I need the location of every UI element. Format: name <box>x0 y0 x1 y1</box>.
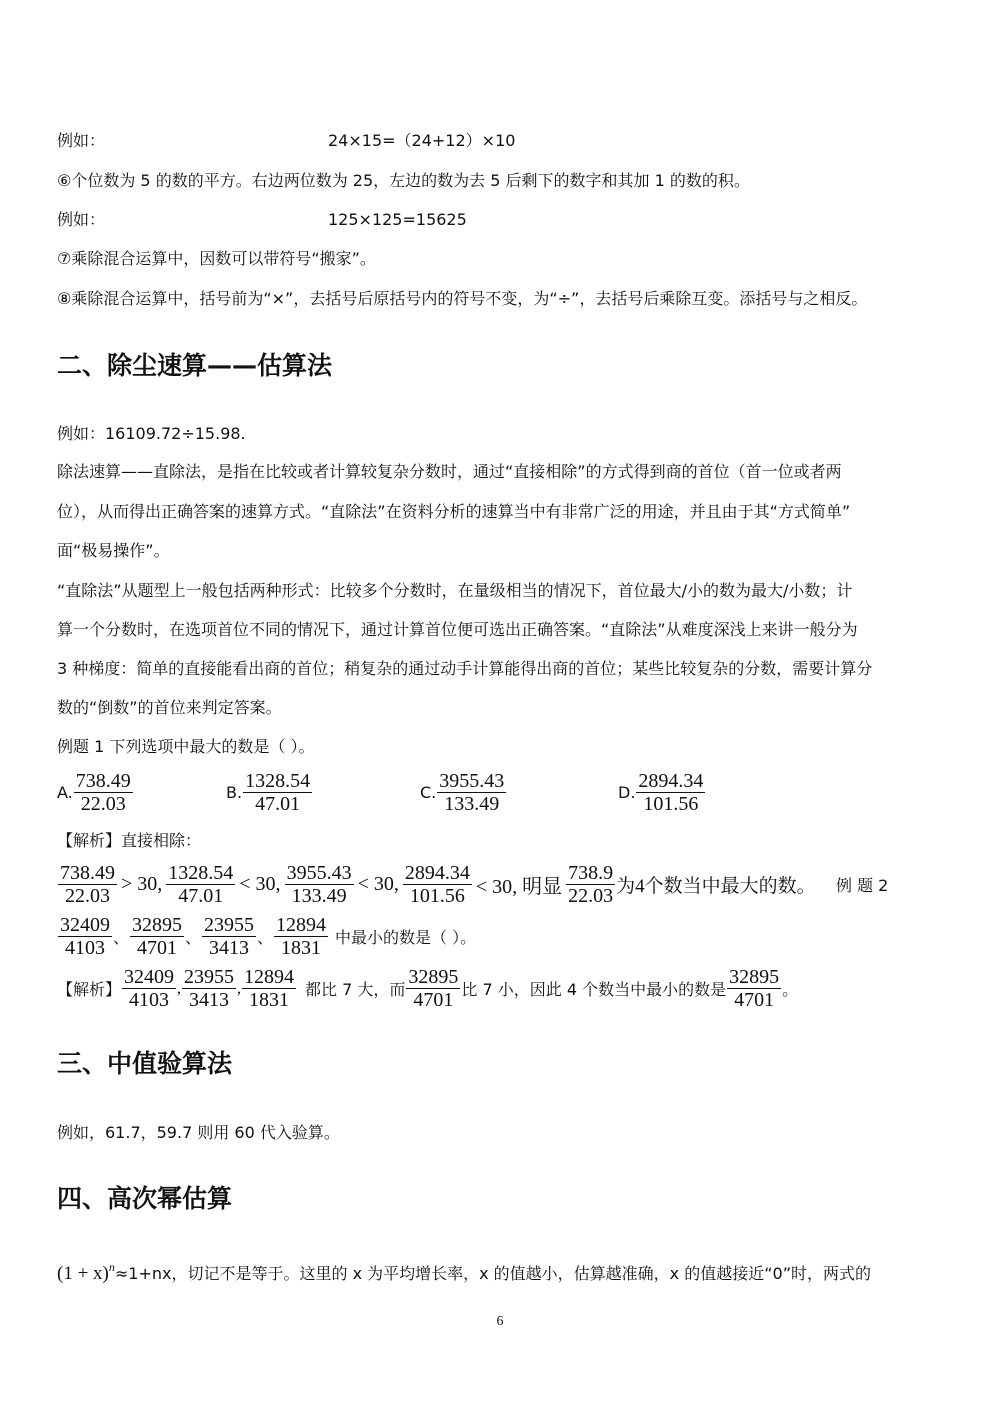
fraction <box>403 862 472 907</box>
section-heading: 四、高次幂估算 <box>57 1184 233 1213</box>
separator: 、 <box>257 928 274 947</box>
question-1: 例题 1 下列选项中最大的数是（ ）。 <box>57 737 315 756</box>
denominator: 101.56 <box>643 793 699 815</box>
fraction <box>242 966 296 1011</box>
fraction <box>285 862 354 907</box>
rule-7: ⑦乘除混合运算中，因数可以带符号“搬家”。 <box>57 249 376 268</box>
question-2-label: 例 题 2 <box>836 876 889 895</box>
fraction <box>406 966 460 1011</box>
example-label: 例如： <box>57 210 106 229</box>
fraction <box>182 966 236 1011</box>
inequality-row <box>57 862 816 907</box>
answer-text: 。 <box>782 980 799 999</box>
option-b <box>226 770 313 815</box>
fraction <box>74 770 133 815</box>
numerator: 1328.54 <box>168 862 234 884</box>
option-d <box>618 770 706 815</box>
numerator: 32895 <box>408 966 459 988</box>
section-heading: 二、除尘速算——估算法 <box>57 351 333 380</box>
numerator: 32409 <box>60 914 110 936</box>
option-label: D. <box>618 783 636 802</box>
fraction <box>166 862 235 907</box>
denominator: 133.49 <box>444 793 500 815</box>
comparison: < 30, 明显 <box>475 876 563 898</box>
fraction <box>58 914 112 959</box>
fraction <box>202 914 256 959</box>
analysis-label: 【解析】直接相除： <box>57 831 202 850</box>
numerator: 23955 <box>184 966 235 988</box>
question-2-text: 中最小的数是（ ）。 <box>335 928 477 947</box>
denominator: 1831 <box>281 937 322 959</box>
numerator: 738.9 <box>568 862 614 884</box>
fraction <box>58 862 117 907</box>
option-a <box>57 770 134 815</box>
page-number: 6 <box>496 1314 504 1329</box>
denominator: 47.01 <box>178 885 224 907</box>
fraction <box>727 966 781 1011</box>
numerator: 12894 <box>276 914 327 936</box>
analysis-label: 【解析】 <box>57 980 122 999</box>
numerator: 738.49 <box>75 770 131 792</box>
question-2-row <box>57 914 476 959</box>
denominator: 4701 <box>413 989 454 1011</box>
denominator: 101.56 <box>409 885 465 907</box>
paragraph-line: 位），从而得出正确答案的速算方式。“直除法”在资料分析的速算当中有非常广泛的用途，并且由于其“方式简单” <box>57 502 851 521</box>
comma: , <box>177 979 182 997</box>
denominator: 3413 <box>189 989 230 1011</box>
numerator: 32895 <box>132 914 183 936</box>
paragraph-line: 面“极易操作”。 <box>57 541 170 560</box>
denominator: 133.49 <box>291 885 347 907</box>
conclusion-text: 为4个数当中最大的数。 <box>616 876 816 897</box>
numerator: 23955 <box>204 914 255 936</box>
exponent: n <box>108 1260 115 1274</box>
example-label: 例如： <box>57 131 106 150</box>
comparison: < 30, <box>239 873 281 895</box>
denominator: 22.03 <box>80 793 126 815</box>
paragraph-line: 3 种梯度：简单的直接能看出商的首位；稍复杂的通过动手计算能得出商的首位；某些比较复杂的分数，需要计算分 <box>57 659 873 678</box>
numerator: 32895 <box>729 966 780 988</box>
denominator: 4701 <box>137 937 178 959</box>
answer-2-row <box>57 966 798 1011</box>
numerator: 32409 <box>124 966 175 988</box>
numerator: 3955.43 <box>439 770 505 792</box>
rule-8: ⑧乘除混合运算中，括号前为“×”，去括号后原括号内的符号不变，为“÷”，去括号后乘除互变。添括号与之相反。 <box>57 289 868 308</box>
numerator: 12894 <box>244 966 295 988</box>
paragraph-line: 除法速算——直除法，是指在比较或者计算较复杂分数时，通过“直接相除”的方式得到商的首位（首一位或者两 <box>57 462 842 481</box>
denominator: 47.01 <box>255 793 301 815</box>
denominator: 4103 <box>65 937 105 959</box>
example-expression: 125×125=15625 <box>328 210 467 229</box>
numerator: 738.49 <box>60 862 115 884</box>
paragraph-line: 数的“倒数”的首位来判定答案。 <box>57 698 282 717</box>
option-label: C. <box>420 783 437 802</box>
paragraph-line: 算一个分数时，在选项首位不同的情况下，通过计算首位便可选出正确答案。“直除法”从难度深浅上来讲一般分为 <box>57 620 858 639</box>
rule-6: ⑥个位数为 5 的数的平方。右边两位数为 25，左边的数为去 5 后剩下的数字和其加 1 的数的积。 <box>57 171 750 190</box>
fraction <box>130 914 184 959</box>
option-label: A. <box>57 783 73 802</box>
fraction <box>566 862 615 907</box>
answer-text: 比 7 小，因此 4 个数当中最小的数是 <box>461 980 727 999</box>
option-label: B. <box>226 783 243 802</box>
denominator: 4701 <box>734 989 775 1011</box>
section-heading: 三、中值验算法 <box>57 1049 233 1078</box>
option-c <box>420 770 507 815</box>
denominator: 22.03 <box>568 885 614 907</box>
comparison: > 30, <box>121 873 163 895</box>
formula-line <box>57 1260 871 1284</box>
denominator: 22.03 <box>65 885 110 907</box>
answer-text: 都比 7 大，而 <box>305 980 406 999</box>
comma: , <box>237 979 242 997</box>
paragraph-line: “直除法”从题型上一般包括两种形式：比较多个分数时，在量级相当的情况下，首位最大/小的数为最大/小数；计 <box>57 581 853 600</box>
example-expression: 24×15=（24+12）×10 <box>328 131 516 150</box>
section-example: 例如，61.7，59.7 则用 60 代入验算。 <box>57 1123 340 1142</box>
denominator: 3413 <box>209 937 250 959</box>
denominator: 1831 <box>249 989 290 1011</box>
fraction <box>636 770 705 815</box>
numerator: 3955.43 <box>286 862 352 884</box>
comparison: < 30, <box>357 873 399 895</box>
section-example: 例如：16109.72÷15.98. <box>57 424 246 443</box>
numerator: 1328.54 <box>245 770 311 792</box>
fraction <box>243 770 312 815</box>
separator: 、 <box>113 928 130 947</box>
fraction <box>437 770 506 815</box>
numerator: 2894.34 <box>638 770 704 792</box>
numerator: 2894.34 <box>404 862 470 884</box>
fraction <box>274 914 328 959</box>
formula: (1 + x) <box>57 1263 109 1284</box>
fraction <box>122 966 176 1011</box>
separator: 、 <box>185 928 202 947</box>
denominator: 4103 <box>129 989 170 1011</box>
formula-text: ≈1+nx，切记不是等于。这里的 x 为平均增长率，x 的值越小，估算越准确，x 的值越接近“0”时，两式的 <box>114 1264 871 1283</box>
